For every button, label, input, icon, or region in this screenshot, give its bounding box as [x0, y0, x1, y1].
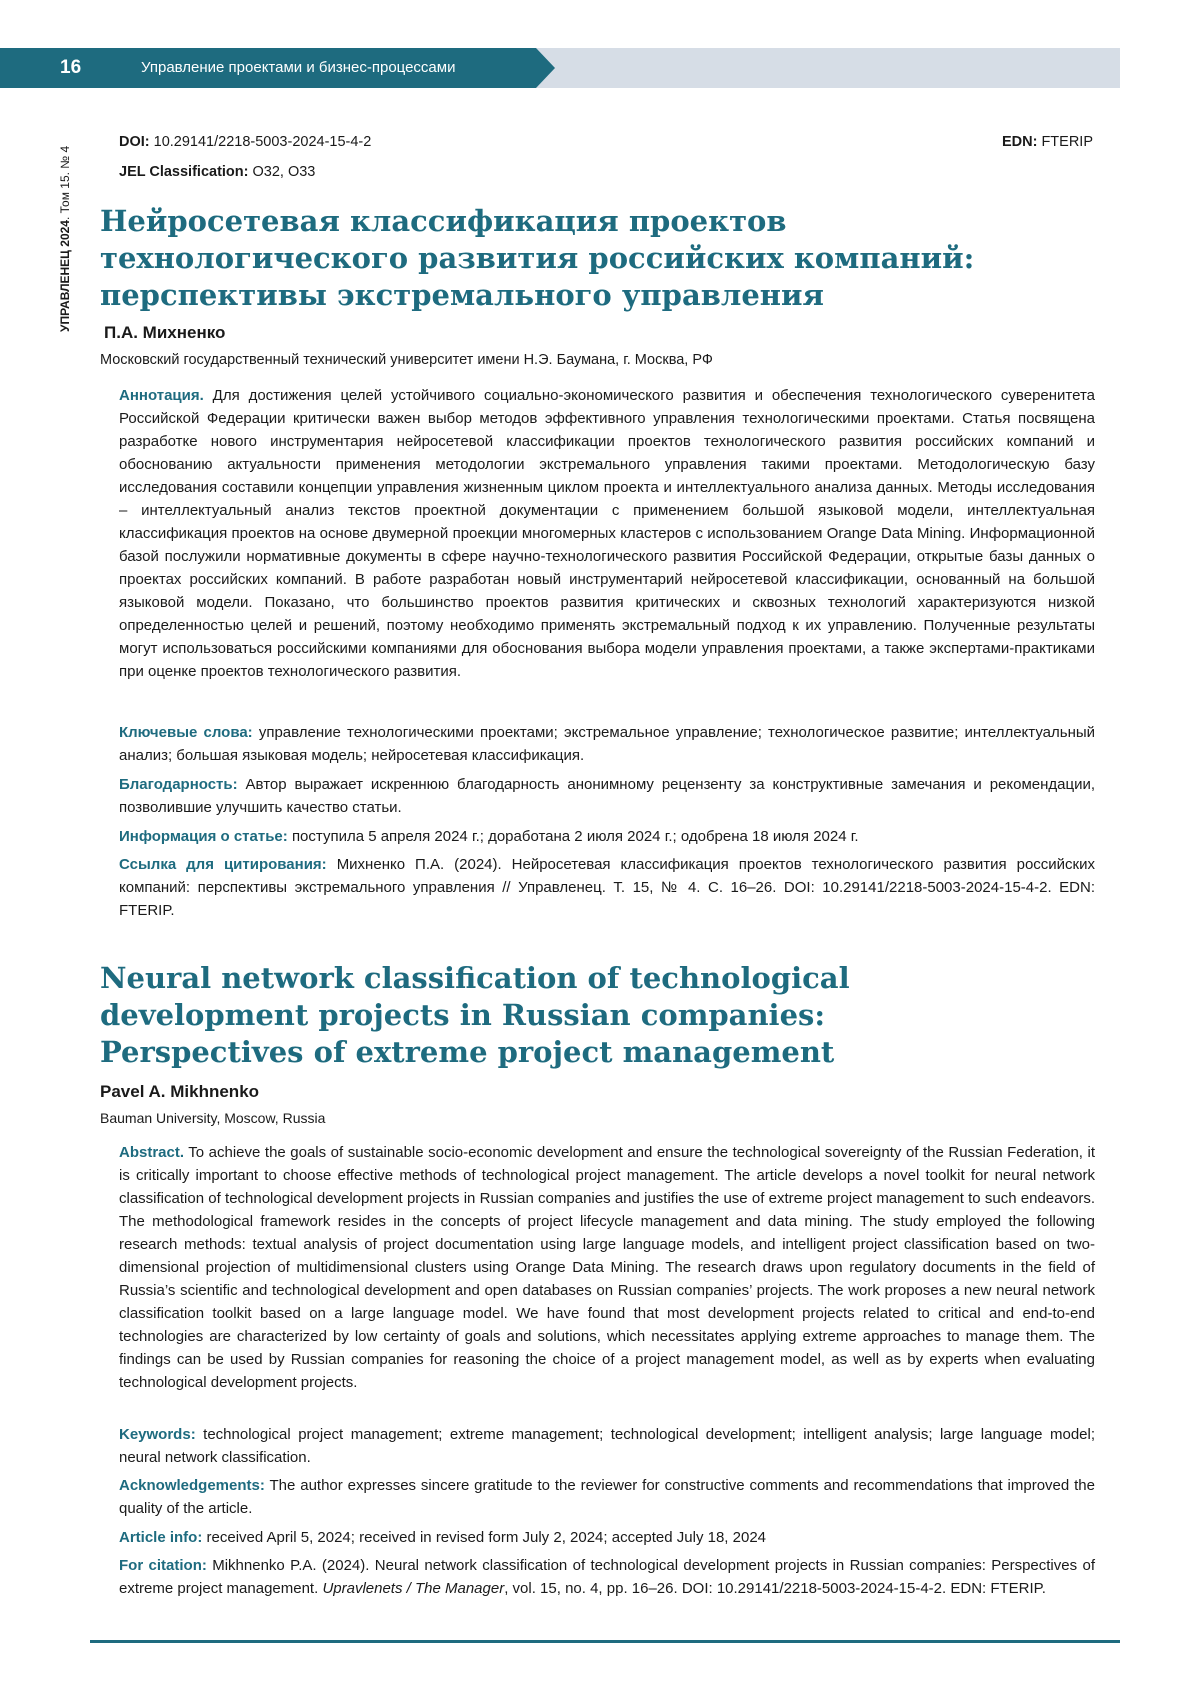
abstract-label-en: Abstract. [119, 1144, 184, 1161]
title-ru: Нейросетевая классификация проектов технологического развития российских компаний: перспективы экстремального управления [100, 203, 1020, 314]
keywords-label-ru: Ключевые слова: [119, 724, 253, 741]
section-title: Управление проектами и бизнес-процессами [141, 48, 455, 88]
affiliation-en: Bauman University, Moscow, Russia [100, 1110, 325, 1126]
journal-name: УПРАВЛЕНЕЦ 2024 [58, 220, 72, 332]
jel-label: JEL Classification: [119, 164, 248, 180]
keywords-text-ru: управление технологическими проектами; экстремальное управление; технологическое развитие; интеллектуальный анализ; большая языковая модель; нейросетевая классификация. [119, 724, 1095, 764]
journal-vertical-label [58, 146, 72, 332]
ack-label-ru: Благодарность: [119, 776, 238, 793]
info-text-ru: поступила 5 апреля 2024 г.; доработана 2 июля 2024 г.; одобрена 18 июля 2024 г. [292, 828, 859, 845]
jel-line [119, 164, 315, 180]
title-en: Neural network classification of technological development projects in Russian companies: Perspectives of extreme project management [100, 960, 1020, 1071]
edn-line [1002, 134, 1093, 150]
abstract-ru [119, 384, 1095, 683]
affiliation-ru: Московский государственный технический университет имени Н.Э. Баумана, г. Москва, РФ [100, 352, 713, 368]
acknowledgement-ru [119, 773, 1095, 819]
doi-label: DOI: [119, 134, 150, 150]
ack-text-en: The author expresses sincere gratitude to the reviewer for constructive comments and recommendations that improved the quality of the article. [119, 1477, 1095, 1517]
doi-value: 10.29141/2218-5003-2024-15-4-2 [154, 134, 372, 150]
citation-text-ru: Михненко П.А. (2024). Нейросетевая классификация проектов технологического развития российских компаний: перспективы экстремального управления // Управленец. Т. 15, № 4. С. 16–26. DOI: 10.29141/2218-5003-2024-15-4-2. EDN: FTERIP. [119, 856, 1095, 919]
article-info-ru [119, 825, 1095, 848]
keywords-text-en: technological project management; extreme management; technological development; intelligent analysis; large language model; neural network classification. [119, 1426, 1095, 1466]
edn-label: EDN: [1002, 134, 1037, 150]
keywords-ru [119, 721, 1095, 767]
edn-value: FTERIP [1041, 134, 1093, 150]
citation-journal-en: Upravlenets / The Manager [322, 1580, 504, 1597]
bottom-rule [90, 1640, 1120, 1643]
abstract-en [119, 1141, 1095, 1394]
journal-issue: . Том 15. № 4 [58, 146, 72, 220]
doi-line [119, 134, 371, 150]
abstract-label-ru: Аннотация. [119, 387, 204, 404]
acknowledgement-en [119, 1474, 1095, 1520]
info-label-en: Article info: [119, 1529, 202, 1546]
article-info-en [119, 1526, 1095, 1549]
citation-text-en: Mikhnenko P.A. (2024). Neural network classification of technological development projects in Russian companies: Perspectives of extreme project management. [119, 1557, 1095, 1597]
ack-label-en: Acknowledgements: [119, 1477, 265, 1494]
jel-value: O32, O33 [253, 164, 316, 180]
keywords-en [119, 1423, 1095, 1469]
keywords-label-en: Keywords: [119, 1426, 196, 1443]
author-ru: П.А. Михненко [104, 323, 225, 343]
page-number: 16 [60, 48, 81, 88]
citation-label-en: For citation: [119, 1557, 207, 1574]
abstract-text-en: To achieve the goals of sustainable socio-economic development and ensure the technological sovereignty of the Russian Federation, it is critically important to choose effective methods of technological project management. The article develops a novel toolkit for neural network classification of technological development projects in Russian companies and justifies the use of extreme project management to such endeavors. The methodological framework resides in the concepts of project lifecycle management and data mining. The study employed the following research methods: textual analysis of project documentation using large language models, and intelligent project classification based on two-dimensional projection of multidimensional clusters using Orange Data Mining. The research draws upon regulatory documents in the field of Russia’s scientific and technological development and open databases on Russian companies’ projects. The work proposes a new neural network classification toolkit based on a large language model. We have found that most development projects related to critical and end-to-end technologies are characterized by low certainty of goals and solutions, which necessitates applying extreme approaches to manage them. The findings can be used by Russian companies for reasoning the choice of a project management model, as well as by experts when evaluating technological development projects. [119, 1144, 1095, 1391]
info-text-en: received April 5, 2024; received in revised form July 2, 2024; accepted July 18, 2024 [207, 1529, 767, 1546]
citation-tail-en: , vol. 15, no. 4, pp. 16–26. DOI: 10.29141/2218-5003-2024-15-4-2. EDN: FTERIP. [504, 1580, 1046, 1597]
citation-label-ru: Ссылка для цитирования: [119, 856, 327, 873]
author-en: Pavel A. Mikhnenko [100, 1082, 259, 1102]
abstract-text-ru: Для достижения целей устойчивого социально-экономического развития и обеспечения технологического суверенитета Российской Федерации критически важен выбор методов эффективного управления технологическими проектами. Статья посвящена разработке нового инструментария нейросетевой классификации проектов технологического развития российских компаний и обоснованию актуальности применения методологии экстремального управления такими проектами. Методологическую базу исследования составили концепции управления жизненным циклом проекта и интеллектуального анализа данных. Методы исследования – интеллектуальный анализ текстов проектной документации с применением большой языковой модели, интеллектуальная классификация проектов на основе двумерной проекции многомерных кластеров с использованием Orange Data Mining. Информационной базой послужили нормативные документы в сфере научно-технологического развития Российской Федерации, открытые базы данных о проектах российских компаний. В работе разработан новый инструментарий нейросетевой классификации, основанный на большой языковой модели. Показано, что большинство проектов развития критических и сквозных технологий характеризуются низкой определенностью целей и решений, поэтому необходимо применять экстремальный подход к их управлению. Полученные результаты могут использоваться российскими компаниями для обоснования выбора модели управления проектами, а также экспертами-практиками при оценке проектов технологического развития. [119, 387, 1095, 680]
ack-text-ru: Автор выражает искреннюю благодарность анонимному рецензенту за конструктивные замечания и рекомендации, позволившие улучшить качество статьи. [119, 776, 1095, 816]
info-label-ru: Информация о статье: [119, 828, 288, 845]
citation-ru [119, 853, 1095, 922]
citation-en [119, 1554, 1095, 1600]
